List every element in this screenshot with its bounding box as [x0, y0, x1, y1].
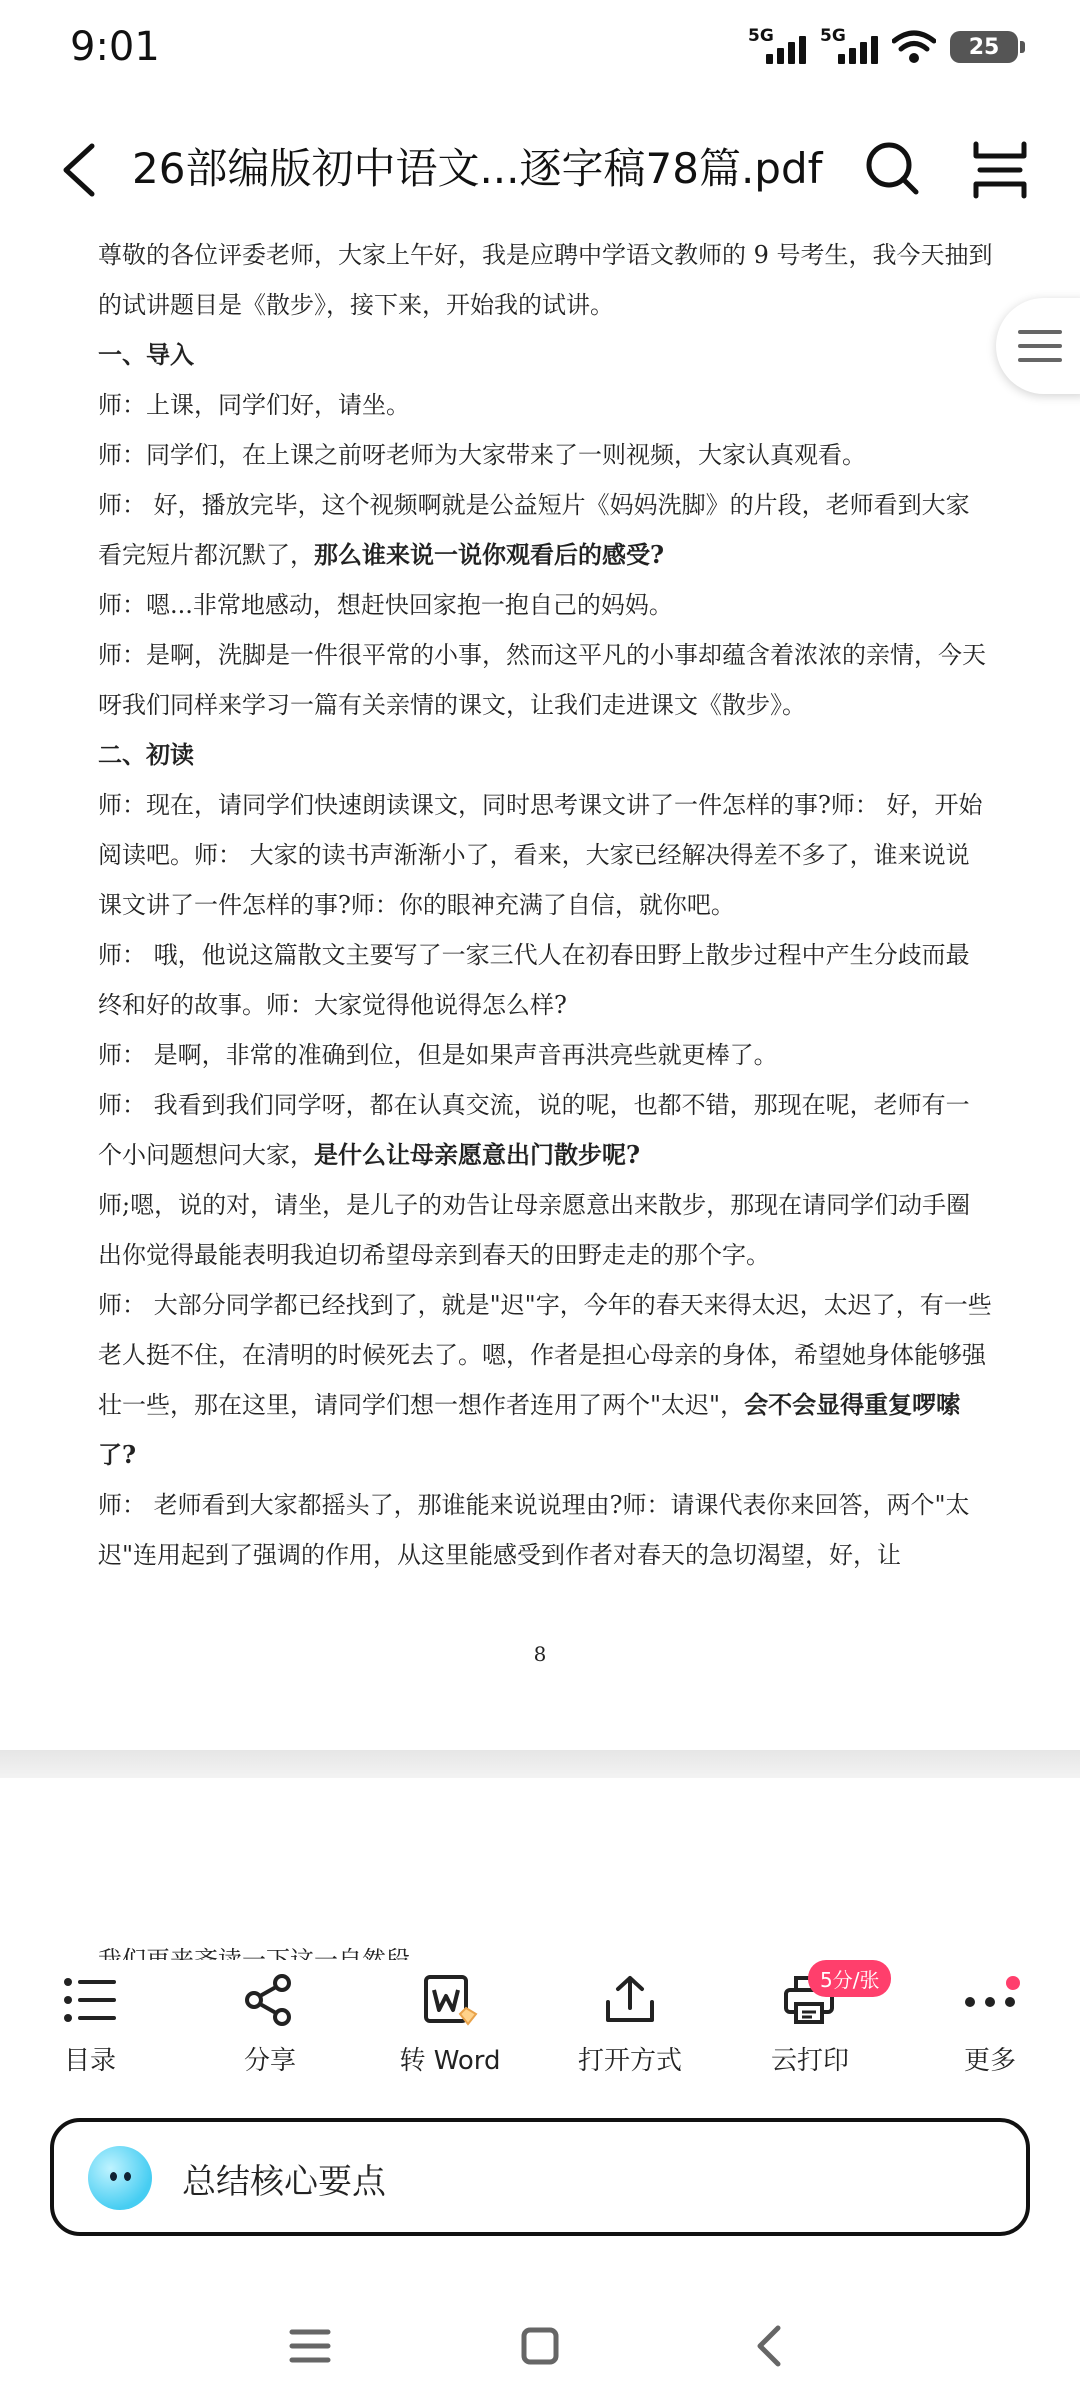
status-time: 9:01: [70, 24, 160, 70]
recent-apps-icon[interactable]: [280, 2316, 340, 2376]
search-icon[interactable]: [862, 138, 922, 198]
toolbar-more[interactable]: 更多: [915, 1974, 1065, 2077]
paragraph: 师： 大部分同学都已经找到了，就是"迟"字，今年的春天来得太迟，太迟了，有一些老人挺不住，在清明的时候死去了。嗯，作者是担心母亲的身体，希望她身体能够强壮一些，那在这里，请同学们想一想作者连用了两个"太迟"，会不会显得重复啰嗦了?: [98, 1291, 992, 1469]
battery-icon: 25: [950, 31, 1018, 63]
back-nav-icon[interactable]: [740, 2316, 800, 2376]
document-page[interactable]: [0, 220, 1080, 1750]
toolbar-catalog[interactable]: 目录: [15, 1974, 165, 2077]
paragraph: 师：嗯...非常地感动，想赶快回家抱一抱自己的妈妈。: [98, 591, 673, 619]
paragraph: 师：同学们，在上课之前呀老师为大家带来了一则视频，大家认真观看。: [98, 441, 866, 469]
reading-mode-icon[interactable]: [970, 140, 1030, 200]
bottom-toolbar: [0, 1960, 1080, 2090]
section-heading: 二、初读: [98, 740, 194, 769]
toolbar-convert-word[interactable]: 转 Word: [375, 1974, 525, 2077]
toolbar-cloud-print[interactable]: 云打印: [735, 1974, 885, 2077]
document-text: [98, 230, 993, 1580]
app-header: [0, 110, 1080, 230]
print-price-badge: 5分/张: [808, 1960, 891, 1997]
section-heading: 一、导入: [98, 340, 194, 369]
paragraph: 师： 好，播放完毕，这个视频啊就是公益短片《妈妈洗脚》的片段，老师看到大家看完短片都沉默了，那么谁来说一说你观看后的感受?: [98, 491, 970, 569]
signal-5g-icon: 5G: [748, 28, 806, 66]
ai-assistant-avatar: [88, 2146, 152, 2210]
emphasized-question: 那么谁来说一说你观看后的感受?: [314, 540, 665, 569]
system-nav-bar: [0, 2290, 1080, 2401]
menu-lines-icon: [1018, 328, 1062, 364]
paragraph: 师;嗯，说的对，请坐，是儿子的劝告让母亲愿意出来散步，那现在请同学们动手圈出你觉得最能表明我迫切希望母亲到春天的田野走走的那个字。: [98, 1191, 971, 1269]
page-separator: [0, 1750, 1080, 1778]
ai-summary-label: 总结核心要点: [182, 2162, 386, 2202]
wifi-icon: [892, 29, 936, 65]
paragraph: 尊敬的各位评委老师，大家上午好，我是应聘中学语文教师的 9 号考生，我今天抽到的试讲题目是《散步》，接下来，开始我的试讲。: [98, 241, 993, 319]
back-button[interactable]: [52, 138, 112, 202]
page-number: 8: [533, 1642, 547, 1666]
toolbar-open-with[interactable]: 打开方式: [555, 1974, 705, 2077]
document-title: 26部编版初中语文...逐字稿78篇.pdf: [132, 144, 823, 193]
emphasized-question: 是什么让母亲愿意出门散步呢?: [314, 1140, 641, 1169]
paragraph: 师： 老师看到大家都摇头了，那谁能来说说理由?师：请课代表你来回答，两个"太迟"连用起到了强调的作用，从这里能感受到作者对春天的急切渴望，好，让: [98, 1491, 970, 1569]
paragraph: 师：现在，请同学们快速朗读课文，同时思考课文讲了一件怎样的事?师： 好，开始阅读吧。师： 大家的读书声渐渐小了，看来，大家已经解决得差不多了，谁来说说课文讲了一件怎样的事?师：你的眼神充满了自信，就你吧。: [98, 791, 983, 919]
paragraph: 师： 我看到我们同学呀，都在认真交流，说的呢，也都不错，那现在呢，老师有一个小问题想问大家，是什么让母亲愿意出门散步呢?: [98, 1091, 970, 1169]
emphasized-question: 会不会显得重复啰嗦了?: [98, 1390, 961, 1469]
share-icon: [242, 1974, 298, 2026]
status-bar: [0, 0, 1080, 100]
paragraph: 师： 是啊，非常的准确到位，但是如果声音再洪亮些就更棒了。: [98, 1041, 778, 1069]
notification-dot: [1006, 1976, 1020, 1990]
paragraph: 师：是啊，洗脚是一件很平常的小事，然而这平凡的小事却蕴含着浓浓的亲情，今天呀我们同样来学习一篇有关亲情的课文，让我们走进课文《散步》。: [98, 641, 986, 719]
signal-5g-icon: 5G: [820, 28, 878, 66]
paragraph: 师： 哦，他说这篇散文主要写了一家三代人在初春田野上散步过程中产生分歧而最终和好的故事。师：大家觉得他说得怎么样?: [98, 941, 970, 1019]
home-icon[interactable]: [510, 2316, 570, 2376]
open-with-icon: [602, 1974, 658, 2026]
list-icon: [62, 1974, 118, 2026]
toolbar-share[interactable]: 分享: [195, 1974, 345, 2077]
paragraph: 师：上课，同学们好，请坐。: [98, 391, 410, 419]
status-icons: [748, 28, 1018, 66]
word-convert-icon: [422, 1974, 478, 2026]
ai-summary-button[interactable]: [50, 2118, 1030, 2236]
